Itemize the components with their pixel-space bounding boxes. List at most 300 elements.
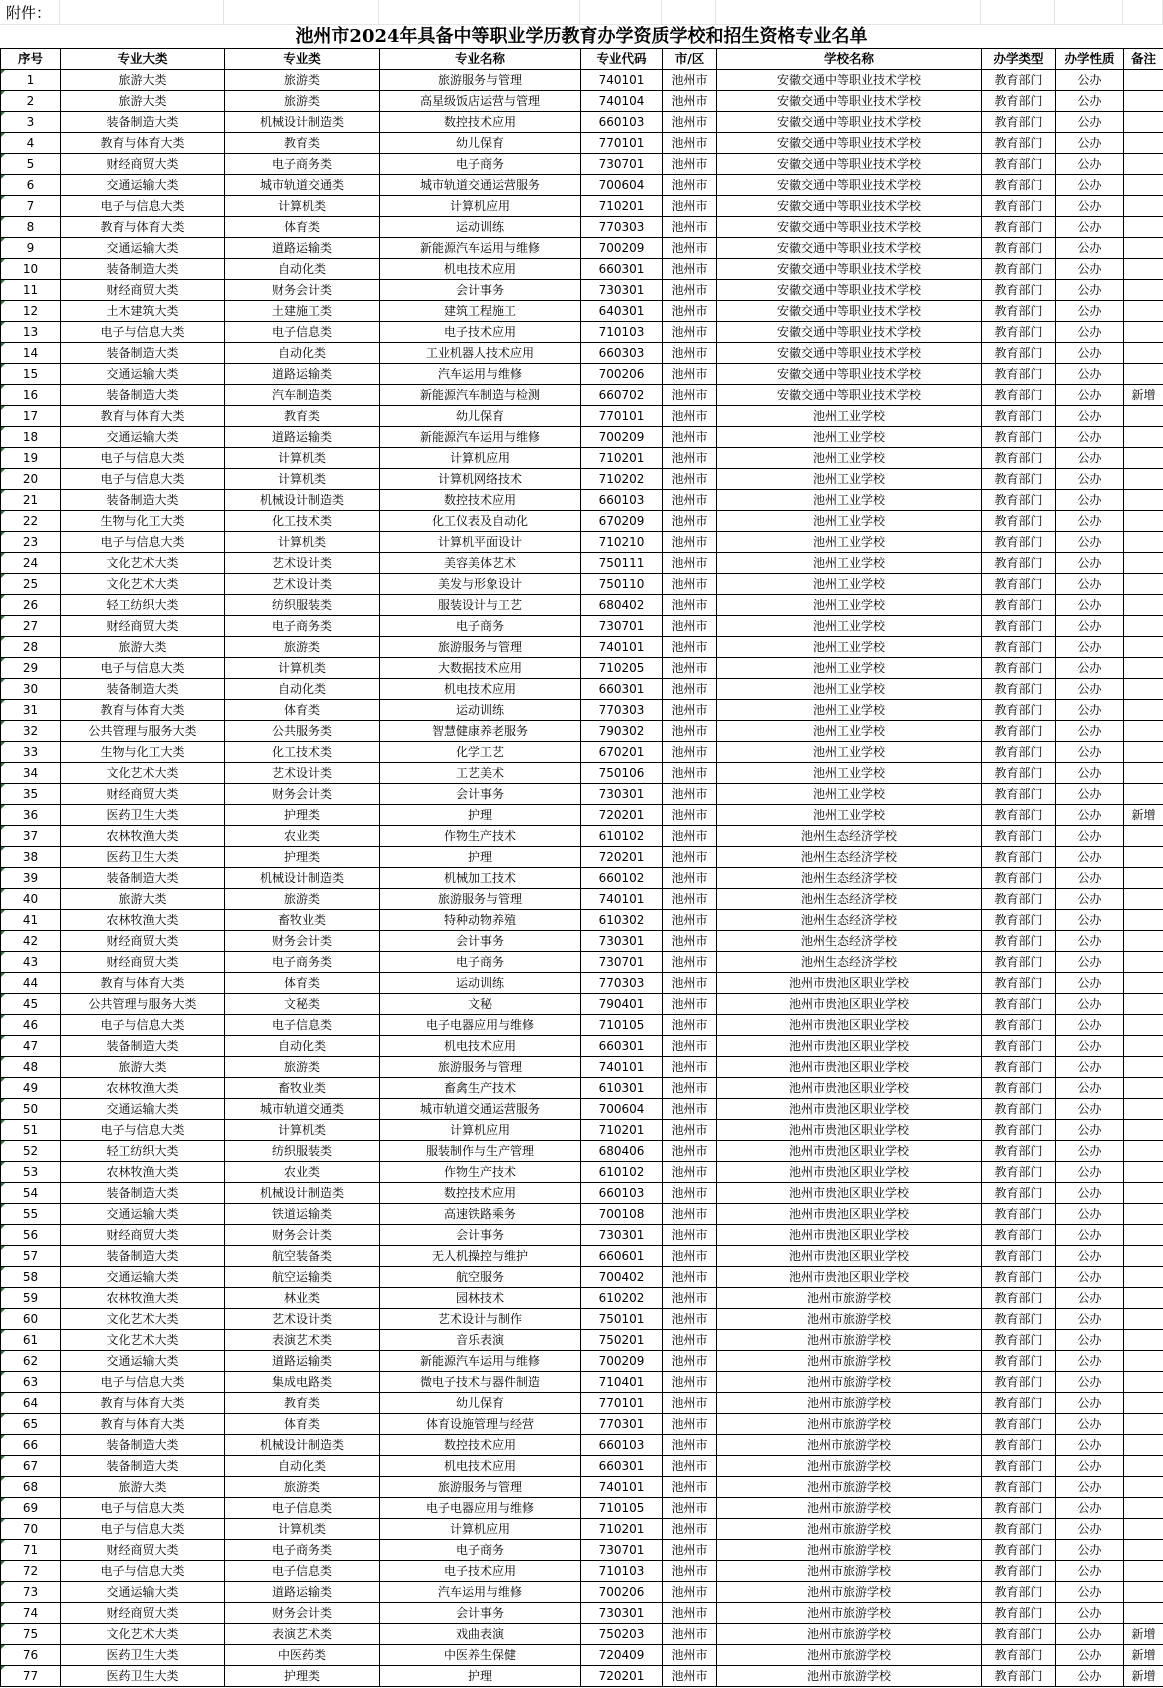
cell-city: 池州市	[663, 868, 717, 889]
cell-seq: 76	[1, 1645, 61, 1666]
cell-school: 安徽交通中等职业技术学校	[717, 343, 982, 364]
cell-category: 生物与化工大类	[61, 511, 225, 532]
cell-seq: 51	[1, 1120, 61, 1141]
cell-major: 园林技术	[380, 1288, 581, 1309]
cell-school: 池州市旅游学校	[717, 1351, 982, 1372]
cell-school: 池州工业学校	[717, 490, 982, 511]
cell-subcategory: 集成电路类	[225, 1372, 380, 1393]
cell-city: 池州市	[663, 973, 717, 994]
cell-nature: 公办	[1056, 364, 1124, 385]
cell-major: 机电技术应用	[380, 679, 581, 700]
cell-note	[1124, 574, 1163, 595]
cell-school: 池州市贵池区职业学校	[717, 1267, 982, 1288]
cell-city: 池州市	[663, 1183, 717, 1204]
cell-major: 运动训练	[380, 973, 581, 994]
cell-code: 610102	[581, 826, 663, 847]
cell-city: 池州市	[663, 70, 717, 91]
table-row	[1, 1351, 1163, 1372]
cell-note	[1124, 1204, 1163, 1225]
header-major: 专业名称	[380, 49, 581, 70]
cell-subcategory: 教育类	[225, 1393, 380, 1414]
cell-school-type: 教育部门	[982, 616, 1056, 637]
table-row	[1, 616, 1163, 637]
cell-note	[1124, 1603, 1163, 1624]
cell-city: 池州市	[663, 574, 717, 595]
cell-category: 电子与信息大类	[61, 196, 225, 217]
cell-subcategory: 旅游类	[225, 889, 380, 910]
cell-city: 池州市	[663, 1645, 717, 1666]
attachment-label: 附件：	[6, 4, 52, 22]
table-row	[1, 679, 1163, 700]
cell-school: 池州市贵池区职业学校	[717, 1183, 982, 1204]
cell-code: 700604	[581, 1099, 663, 1120]
cell-category: 土木建筑大类	[61, 301, 225, 322]
cell-school-type: 教育部门	[982, 1603, 1056, 1624]
cell-code: 750101	[581, 1309, 663, 1330]
cell-school: 池州工业学校	[717, 532, 982, 553]
cell-seq: 41	[1, 910, 61, 931]
cell-school: 池州市贵池区职业学校	[717, 973, 982, 994]
cell-code: 770303	[581, 973, 663, 994]
cell-note	[1124, 490, 1163, 511]
table-row	[1, 427, 1163, 448]
table-row	[1, 259, 1163, 280]
cell-category: 装备制造大类	[61, 679, 225, 700]
table-row	[1, 1183, 1163, 1204]
cell-school-type: 教育部门	[982, 1309, 1056, 1330]
grid-cell	[0, 0, 60, 25]
cell-nature: 公办	[1056, 763, 1124, 784]
cell-nature: 公办	[1056, 931, 1124, 952]
cell-major: 会计事务	[380, 784, 581, 805]
cell-school-type: 教育部门	[982, 1099, 1056, 1120]
cell-nature: 公办	[1056, 910, 1124, 931]
cell-seq: 26	[1, 595, 61, 616]
cell-school: 池州生态经济学校	[717, 910, 982, 931]
cell-category: 轻工纺织大类	[61, 595, 225, 616]
cell-nature: 公办	[1056, 532, 1124, 553]
cell-city: 池州市	[663, 1288, 717, 1309]
cell-school: 池州市贵池区职业学校	[717, 1036, 982, 1057]
cell-subcategory: 电子信息类	[225, 1561, 380, 1582]
cell-code: 640301	[581, 301, 663, 322]
cell-note	[1124, 1309, 1163, 1330]
grid-cell	[1055, 0, 1123, 25]
cell-major: 会计事务	[380, 1225, 581, 1246]
grid-cell	[379, 0, 580, 25]
cell-subcategory: 计算机类	[225, 448, 380, 469]
cell-major: 化学工艺	[380, 742, 581, 763]
cell-school: 池州工业学校	[717, 469, 982, 490]
cell-subcategory: 计算机类	[225, 1120, 380, 1141]
cell-school-type: 教育部门	[982, 301, 1056, 322]
table-row	[1, 973, 1163, 994]
cell-school-type: 教育部门	[982, 973, 1056, 994]
cell-school-type: 教育部门	[982, 364, 1056, 385]
cell-subcategory: 机械设计制造类	[225, 1435, 380, 1456]
cell-major: 机电技术应用	[380, 1456, 581, 1477]
cell-nature: 公办	[1056, 175, 1124, 196]
grid-cell	[60, 0, 224, 25]
cell-school: 池州工业学校	[717, 448, 982, 469]
cell-major: 计算机应用	[380, 448, 581, 469]
cell-code: 730301	[581, 1603, 663, 1624]
cell-school: 池州市贵池区职业学校	[717, 1078, 982, 1099]
cell-school: 池州市贵池区职业学校	[717, 1225, 982, 1246]
cell-subcategory: 教育类	[225, 406, 380, 427]
cell-note	[1124, 1330, 1163, 1351]
cell-school-type: 教育部门	[982, 1540, 1056, 1561]
cell-note	[1124, 553, 1163, 574]
cell-note	[1124, 637, 1163, 658]
cell-seq: 15	[1, 364, 61, 385]
cell-city: 池州市	[663, 1582, 717, 1603]
cell-major: 护理	[380, 805, 581, 826]
cell-note: 新增	[1124, 1666, 1163, 1687]
cell-subcategory: 护理类	[225, 805, 380, 826]
cell-note	[1124, 364, 1163, 385]
cell-school: 安徽交通中等职业技术学校	[717, 133, 982, 154]
cell-major: 数控技术应用	[380, 1435, 581, 1456]
cell-category: 文化艺术大类	[61, 763, 225, 784]
cell-subcategory: 道路运输类	[225, 1351, 380, 1372]
cell-school: 池州市贵池区职业学校	[717, 1015, 982, 1036]
cell-major: 航空服务	[380, 1267, 581, 1288]
grid-cell	[1123, 0, 1163, 25]
cell-school: 池州工业学校	[717, 742, 982, 763]
cell-subcategory: 表演艺术类	[225, 1624, 380, 1645]
cell-school-type: 教育部门	[982, 1435, 1056, 1456]
cell-subcategory: 汽车制造类	[225, 385, 380, 406]
cell-note	[1124, 511, 1163, 532]
cell-seq: 62	[1, 1351, 61, 1372]
cell-city: 池州市	[663, 490, 717, 511]
cell-school-type: 教育部门	[982, 553, 1056, 574]
cell-category: 装备制造大类	[61, 259, 225, 280]
cell-seq: 53	[1, 1162, 61, 1183]
table-row	[1, 1309, 1163, 1330]
table-row	[1, 1414, 1163, 1435]
cell-major: 美容美体艺术	[380, 553, 581, 574]
cell-category: 财经商贸大类	[61, 154, 225, 175]
cell-school: 池州工业学校	[717, 616, 982, 637]
cell-school: 池州市贵池区职业学校	[717, 994, 982, 1015]
cell-nature: 公办	[1056, 1078, 1124, 1099]
cell-school-type: 教育部门	[982, 1624, 1056, 1645]
cell-seq: 56	[1, 1225, 61, 1246]
cell-code: 770301	[581, 1414, 663, 1435]
cell-major: 化工仪表及自动化	[380, 511, 581, 532]
cell-city: 池州市	[663, 385, 717, 406]
cell-major: 机电技术应用	[380, 259, 581, 280]
cell-category: 交通运输大类	[61, 1267, 225, 1288]
cell-nature: 公办	[1056, 1393, 1124, 1414]
cell-nature: 公办	[1056, 1498, 1124, 1519]
cell-code: 770303	[581, 700, 663, 721]
cell-seq: 23	[1, 532, 61, 553]
table-row	[1, 469, 1163, 490]
cell-school-type: 教育部门	[982, 490, 1056, 511]
cell-subcategory: 旅游类	[225, 91, 380, 112]
cell-school-type: 教育部门	[982, 1225, 1056, 1246]
table-row	[1, 553, 1163, 574]
cell-city: 池州市	[663, 1456, 717, 1477]
cell-school: 安徽交通中等职业技术学校	[717, 322, 982, 343]
cell-seq: 38	[1, 847, 61, 868]
cell-school-type: 教育部门	[982, 889, 1056, 910]
cell-subcategory: 纺织服装类	[225, 595, 380, 616]
table-row	[1, 343, 1163, 364]
cell-category: 农林牧渔大类	[61, 1288, 225, 1309]
cell-subcategory: 护理类	[225, 847, 380, 868]
cell-seq: 14	[1, 343, 61, 364]
cell-note	[1124, 994, 1163, 1015]
cell-school: 池州工业学校	[717, 805, 982, 826]
cell-seq: 57	[1, 1246, 61, 1267]
cell-category: 电子与信息大类	[61, 469, 225, 490]
cell-category: 农林牧渔大类	[61, 1078, 225, 1099]
cell-subcategory: 电子商务类	[225, 616, 380, 637]
cell-city: 池州市	[663, 1162, 717, 1183]
cell-nature: 公办	[1056, 1183, 1124, 1204]
cell-nature: 公办	[1056, 70, 1124, 91]
cell-school: 池州生态经济学校	[717, 826, 982, 847]
cell-school: 池州市旅游学校	[717, 1456, 982, 1477]
cell-nature: 公办	[1056, 1225, 1124, 1246]
cell-code: 670209	[581, 511, 663, 532]
cell-school: 安徽交通中等职业技术学校	[717, 196, 982, 217]
cell-category: 电子与信息大类	[61, 658, 225, 679]
table-row	[1, 889, 1163, 910]
cell-school-type: 教育部门	[982, 1456, 1056, 1477]
cell-code: 790302	[581, 721, 663, 742]
cell-nature: 公办	[1056, 133, 1124, 154]
header-seq: 序号	[1, 49, 61, 70]
cell-subcategory: 电子信息类	[225, 1015, 380, 1036]
cell-seq: 74	[1, 1603, 61, 1624]
cell-subcategory: 电子信息类	[225, 322, 380, 343]
cell-school-type: 教育部门	[982, 637, 1056, 658]
cell-note	[1124, 1099, 1163, 1120]
cell-subcategory: 财务会计类	[225, 280, 380, 301]
cell-city: 池州市	[663, 847, 717, 868]
cell-code: 610302	[581, 910, 663, 931]
cell-subcategory: 体育类	[225, 1414, 380, 1435]
cell-major: 电子电器应用与维修	[380, 1015, 581, 1036]
cell-nature: 公办	[1056, 1120, 1124, 1141]
cell-school: 安徽交通中等职业技术学校	[717, 259, 982, 280]
cell-major: 计算机平面设计	[380, 532, 581, 553]
cell-seq: 2	[1, 91, 61, 112]
cell-major: 电子电器应用与维修	[380, 1498, 581, 1519]
cell-major: 数控技术应用	[380, 490, 581, 511]
cell-code: 730701	[581, 154, 663, 175]
cell-subcategory: 旅游类	[225, 70, 380, 91]
cell-code: 660702	[581, 385, 663, 406]
cell-school-type: 教育部门	[982, 112, 1056, 133]
cell-school-type: 教育部门	[982, 595, 1056, 616]
cell-code: 730701	[581, 952, 663, 973]
cell-city: 池州市	[663, 112, 717, 133]
cell-subcategory: 道路运输类	[225, 1582, 380, 1603]
cell-seq: 6	[1, 175, 61, 196]
cell-major: 机械加工技术	[380, 868, 581, 889]
cell-nature: 公办	[1056, 1036, 1124, 1057]
cell-school-type: 教育部门	[982, 259, 1056, 280]
cell-school: 池州工业学校	[717, 595, 982, 616]
cell-note	[1124, 700, 1163, 721]
cell-subcategory: 旅游类	[225, 1057, 380, 1078]
cell-note	[1124, 1246, 1163, 1267]
cell-category: 装备制造大类	[61, 343, 225, 364]
cell-category: 农林牧渔大类	[61, 1162, 225, 1183]
header-school: 学校名称	[717, 49, 982, 70]
cell-city: 池州市	[663, 469, 717, 490]
cell-school: 池州市贵池区职业学校	[717, 1204, 982, 1225]
cell-category: 交通运输大类	[61, 364, 225, 385]
cell-subcategory: 农业类	[225, 1162, 380, 1183]
cell-seq: 63	[1, 1372, 61, 1393]
cell-subcategory: 计算机类	[225, 1519, 380, 1540]
cell-category: 轻工纺织大类	[61, 1141, 225, 1162]
cell-category: 文化艺术大类	[61, 1624, 225, 1645]
cell-seq: 29	[1, 658, 61, 679]
cell-code: 740101	[581, 1477, 663, 1498]
cell-category: 装备制造大类	[61, 1246, 225, 1267]
table-row	[1, 385, 1163, 406]
table-row	[1, 1267, 1163, 1288]
cell-major: 高速铁路乘务	[380, 1204, 581, 1225]
cell-seq: 48	[1, 1057, 61, 1078]
cell-nature: 公办	[1056, 91, 1124, 112]
cell-category: 电子与信息大类	[61, 532, 225, 553]
cell-school-type: 教育部门	[982, 1078, 1056, 1099]
cell-city: 池州市	[663, 1225, 717, 1246]
cell-category: 教育与体育大类	[61, 217, 225, 238]
cell-code: 720201	[581, 1666, 663, 1687]
cell-code: 660103	[581, 112, 663, 133]
cell-nature: 公办	[1056, 1666, 1124, 1687]
cell-school-type: 教育部门	[982, 994, 1056, 1015]
table-row	[1, 1099, 1163, 1120]
cell-seq: 24	[1, 553, 61, 574]
cell-note	[1124, 931, 1163, 952]
cell-seq: 46	[1, 1015, 61, 1036]
cell-school: 池州工业学校	[717, 700, 982, 721]
cell-subcategory: 旅游类	[225, 1477, 380, 1498]
header-note: 备注	[1124, 49, 1163, 70]
cell-school-type: 教育部门	[982, 427, 1056, 448]
cell-major: 文秘	[380, 994, 581, 1015]
cell-seq: 21	[1, 490, 61, 511]
cell-major: 数控技术应用	[380, 112, 581, 133]
table-row	[1, 1477, 1163, 1498]
cell-code: 740104	[581, 91, 663, 112]
cell-code: 720201	[581, 805, 663, 826]
cell-city: 池州市	[663, 721, 717, 742]
cell-subcategory: 自动化类	[225, 259, 380, 280]
table-row	[1, 1162, 1163, 1183]
cell-city: 池州市	[663, 196, 717, 217]
cell-school-type: 教育部门	[982, 1393, 1056, 1414]
cell-category: 旅游大类	[61, 91, 225, 112]
cell-major: 运动训练	[380, 700, 581, 721]
cell-major: 特种动物养殖	[380, 910, 581, 931]
cell-seq: 22	[1, 511, 61, 532]
cell-category: 电子与信息大类	[61, 322, 225, 343]
cell-code: 730701	[581, 616, 663, 637]
cell-major: 新能源汽车运用与维修	[380, 238, 581, 259]
table-row	[1, 742, 1163, 763]
cell-note	[1124, 784, 1163, 805]
cell-note	[1124, 217, 1163, 238]
cell-code: 730701	[581, 1540, 663, 1561]
cell-code: 710201	[581, 448, 663, 469]
cell-code: 710401	[581, 1372, 663, 1393]
table-row	[1, 1666, 1163, 1687]
cell-code: 720409	[581, 1645, 663, 1666]
cell-school-type: 教育部门	[982, 1330, 1056, 1351]
cell-major: 作物生产技术	[380, 826, 581, 847]
header-subcategory: 专业类	[225, 49, 380, 70]
grid-cell	[716, 0, 981, 25]
cell-seq: 70	[1, 1519, 61, 1540]
cell-seq: 61	[1, 1330, 61, 1351]
cell-nature: 公办	[1056, 1204, 1124, 1225]
cell-major: 旅游服务与管理	[380, 889, 581, 910]
cell-city: 池州市	[663, 1246, 717, 1267]
cell-nature: 公办	[1056, 1624, 1124, 1645]
cell-category: 文化艺术大类	[61, 553, 225, 574]
grid-cell	[224, 0, 379, 25]
cell-seq: 73	[1, 1582, 61, 1603]
cell-seq: 47	[1, 1036, 61, 1057]
cell-school: 安徽交通中等职业技术学校	[717, 385, 982, 406]
table-row	[1, 70, 1163, 91]
table-row	[1, 112, 1163, 133]
cell-subcategory: 纺织服装类	[225, 1141, 380, 1162]
cell-school-type: 教育部门	[982, 196, 1056, 217]
cell-category: 装备制造大类	[61, 490, 225, 511]
cell-school: 池州市贵池区职业学校	[717, 1120, 982, 1141]
table-row	[1, 1624, 1163, 1645]
cell-category: 医药卫生大类	[61, 1666, 225, 1687]
cell-major: 计算机应用	[380, 196, 581, 217]
cell-note	[1124, 1540, 1163, 1561]
cell-major: 电子商务	[380, 616, 581, 637]
cell-nature: 公办	[1056, 280, 1124, 301]
cell-subcategory: 林业类	[225, 1288, 380, 1309]
cell-school-type: 教育部门	[982, 511, 1056, 532]
cell-category: 电子与信息大类	[61, 1015, 225, 1036]
cell-school: 安徽交通中等职业技术学校	[717, 280, 982, 301]
cell-city: 池州市	[663, 154, 717, 175]
cell-major: 电子商务	[380, 1540, 581, 1561]
table-row	[1, 1078, 1163, 1099]
cell-note	[1124, 1582, 1163, 1603]
table-row	[1, 133, 1163, 154]
cell-major: 汽车运用与维修	[380, 364, 581, 385]
cell-code: 660103	[581, 490, 663, 511]
cell-seq: 19	[1, 448, 61, 469]
cell-major: 护理	[380, 847, 581, 868]
cell-code: 710103	[581, 1561, 663, 1582]
table-row	[1, 1498, 1163, 1519]
cell-subcategory: 城市轨道交通类	[225, 175, 380, 196]
cell-note	[1124, 1477, 1163, 1498]
cell-category: 财经商贸大类	[61, 280, 225, 301]
cell-major: 数控技术应用	[380, 1183, 581, 1204]
